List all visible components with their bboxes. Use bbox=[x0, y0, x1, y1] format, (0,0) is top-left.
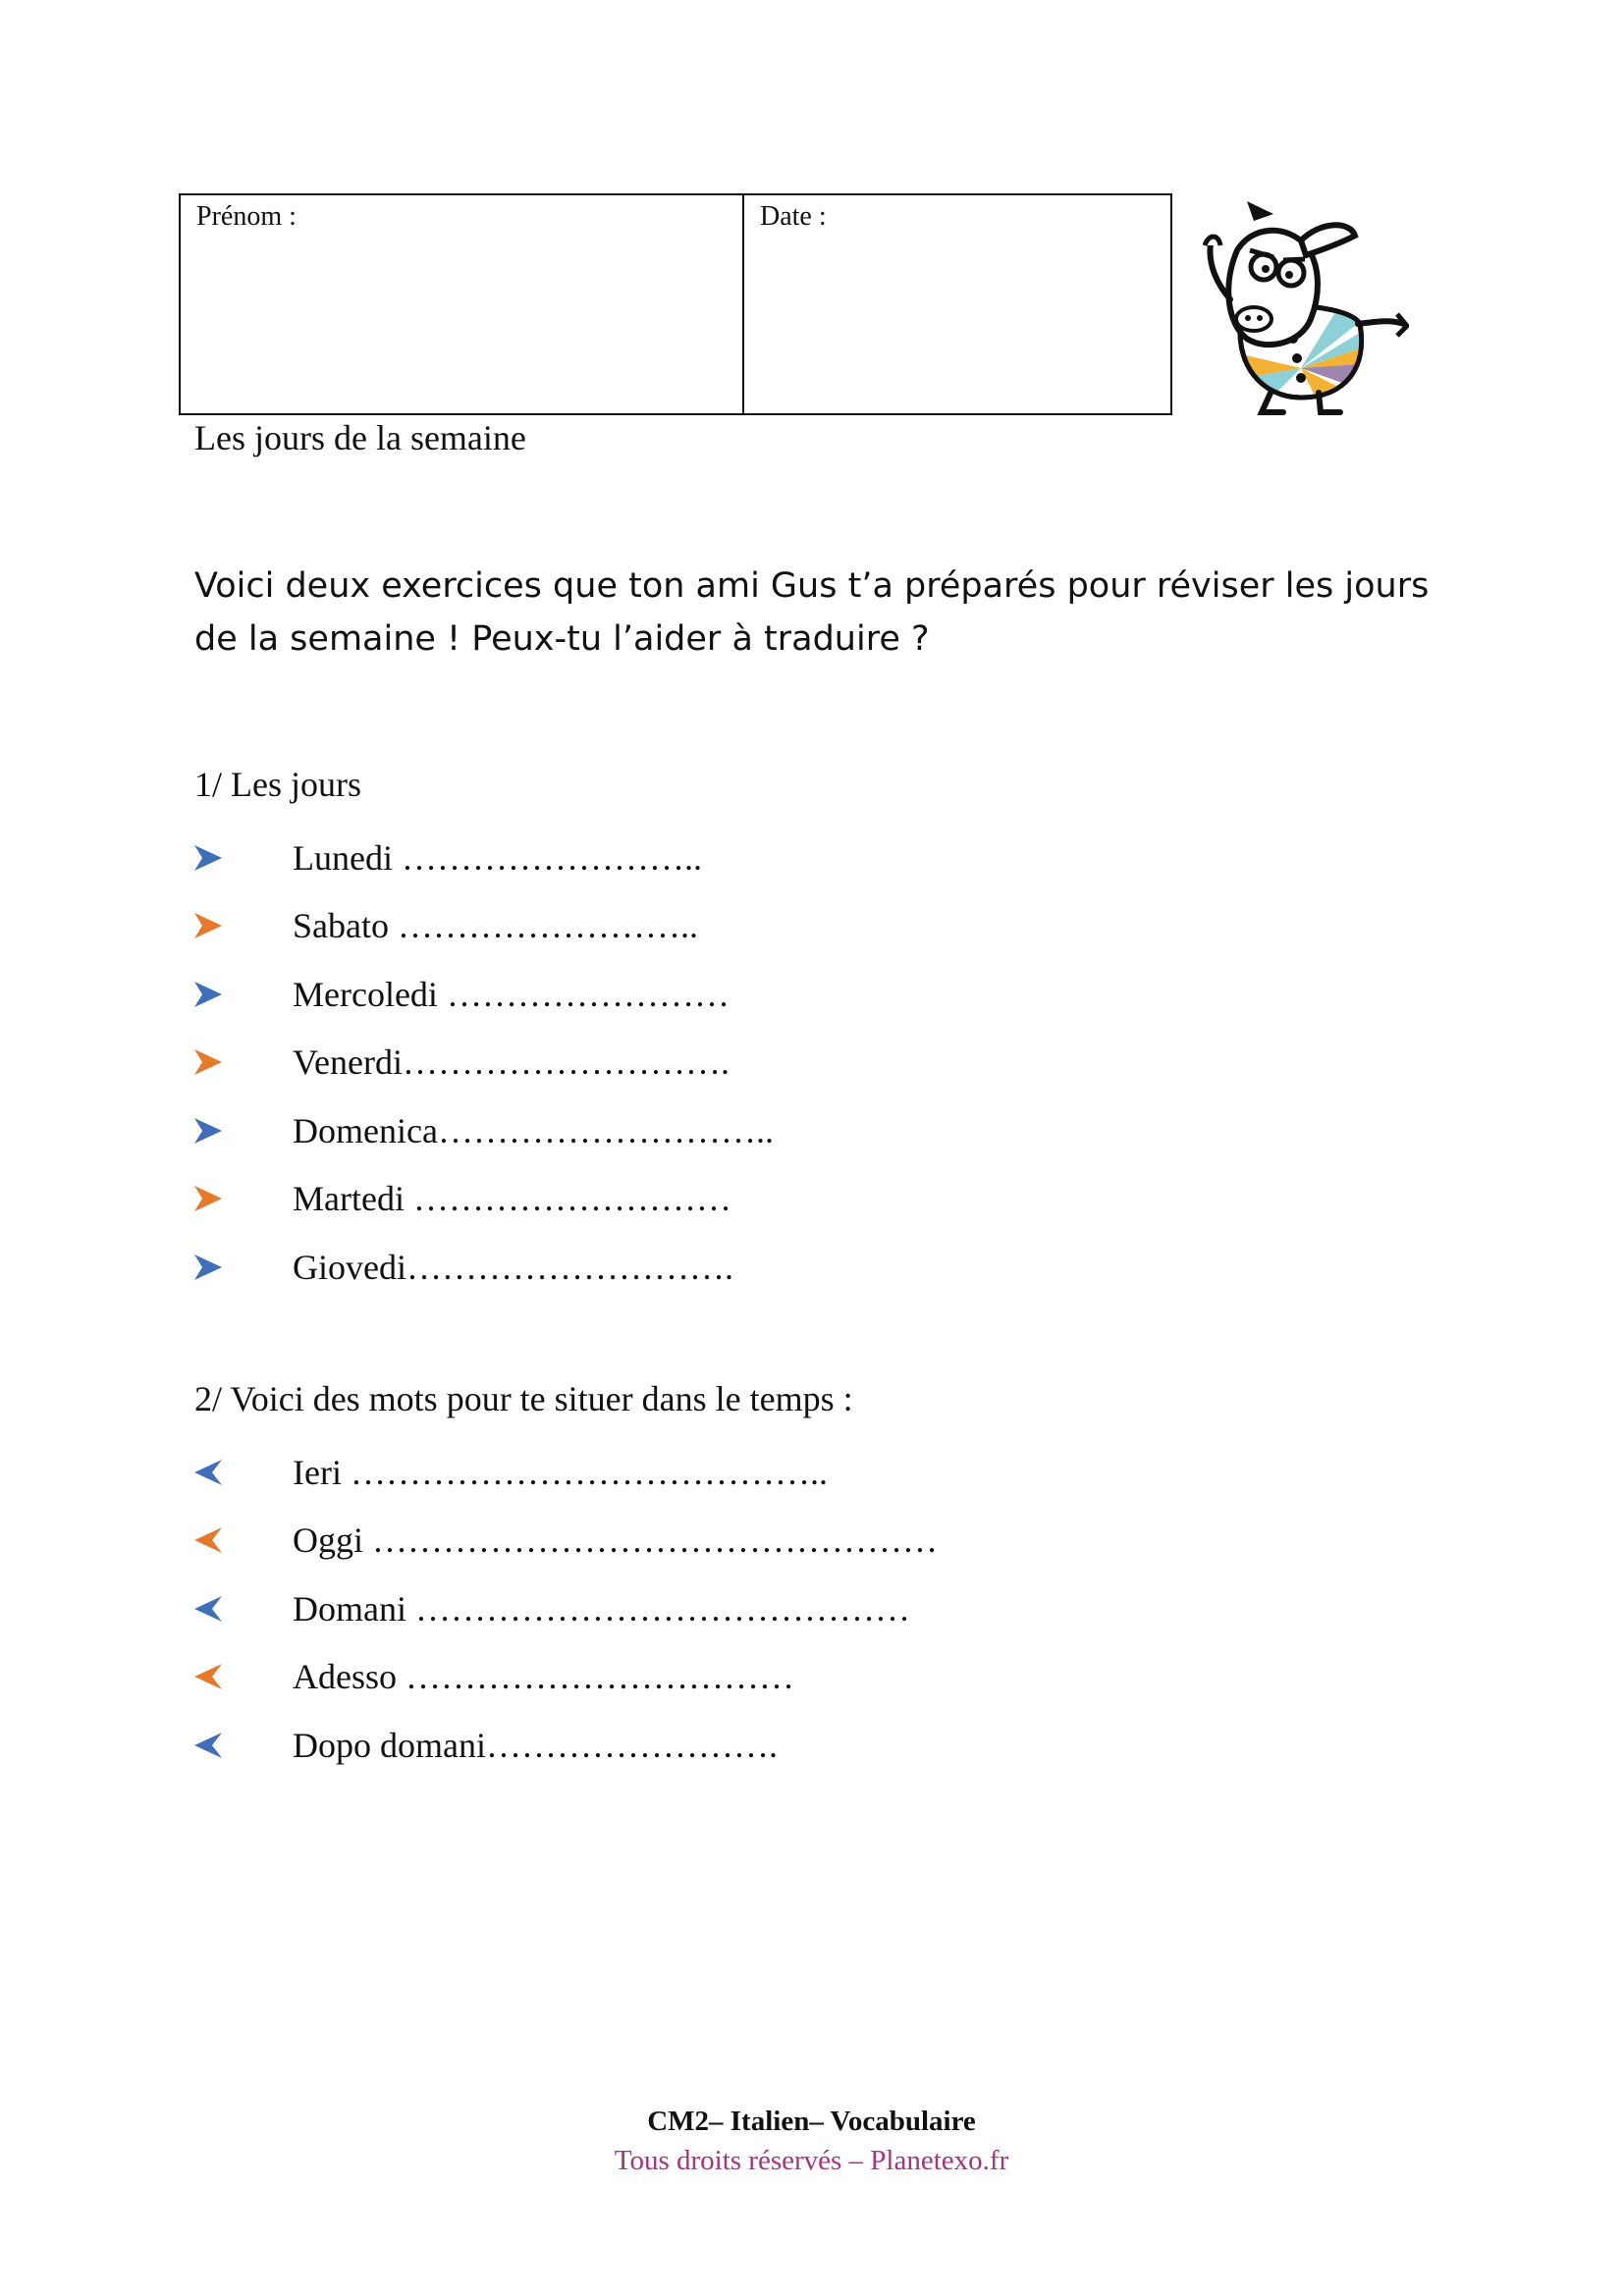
list-item bbox=[192, 1507, 938, 1575]
list-item-text: Oggi ………………………………………… bbox=[293, 1521, 938, 1561]
list-item-text: Mercoledi …………………… bbox=[293, 974, 730, 1014]
list-item bbox=[192, 892, 698, 961]
list-item-text: Dopo domani……………………. bbox=[293, 1725, 778, 1765]
footer-rights: Tous droits réservés – Planetexo.fr bbox=[614, 2145, 1009, 2176]
arrow-right-bullet-icon bbox=[192, 910, 224, 941]
arrow-left-bullet-icon bbox=[192, 1593, 224, 1625]
date-label: Date : bbox=[760, 201, 827, 232]
list-item-text: Lunedi …………………….. bbox=[293, 837, 702, 878]
list-item-text: Martedi ……………………… bbox=[293, 1179, 731, 1219]
list-item bbox=[192, 1575, 910, 1643]
list-item bbox=[192, 824, 702, 892]
list-item-text: Domani …………………………………… bbox=[293, 1588, 910, 1629]
list-item bbox=[192, 1165, 731, 1234]
section-2-title: 2/ Voici des mots pour te situer dans le temps : bbox=[194, 1379, 853, 1418]
prenom-cell[interactable] bbox=[181, 195, 744, 413]
list-item-text: Venerdi………………………. bbox=[293, 1042, 730, 1083]
arrow-left-bullet-icon bbox=[192, 1457, 224, 1488]
arrow-right-bullet-icon bbox=[192, 1252, 224, 1283]
list-item bbox=[192, 1643, 794, 1712]
list-item-text: Domenica……………………….. bbox=[293, 1110, 774, 1150]
list-item-text: Giovedi………………………. bbox=[293, 1247, 733, 1287]
arrow-right-bullet-icon bbox=[192, 1183, 224, 1214]
list-item bbox=[192, 1029, 730, 1097]
arrow-right-bullet-icon bbox=[192, 979, 224, 1010]
list-item-text: Adesso …………………………… bbox=[293, 1657, 794, 1697]
arrow-right-bullet-icon bbox=[192, 842, 224, 874]
section-1-title: 1/ Les jours bbox=[194, 765, 361, 804]
worksheet-subtitle: Les jours de la semaine bbox=[194, 418, 526, 457]
date-cell[interactable] bbox=[744, 195, 1170, 413]
footer-title: CM2– Italien– Vocabulaire bbox=[647, 2106, 976, 2137]
intro-instructions: Voici deux exercices que ton ami Gus t’a préparés pour réviser les jours de la semaine ! Peux-tu l’aider à traduire ? bbox=[194, 566, 1430, 659]
list-item bbox=[192, 1711, 778, 1780]
list-item-text: Sabato …………………….. bbox=[293, 906, 698, 946]
arrow-right-bullet-icon bbox=[192, 1115, 224, 1147]
arrow-right-bullet-icon bbox=[192, 1046, 224, 1078]
list-item bbox=[192, 1233, 733, 1302]
time-words-list bbox=[192, 1438, 938, 1780]
arrow-left-bullet-icon bbox=[192, 1661, 224, 1692]
list-item bbox=[192, 1096, 774, 1165]
list-item-text: Ieri ………………………………….. bbox=[293, 1452, 828, 1492]
arrow-left-bullet-icon bbox=[192, 1524, 224, 1556]
identity-table bbox=[179, 193, 1172, 415]
list-item bbox=[192, 960, 730, 1029]
days-list bbox=[192, 824, 774, 1302]
gus-mascot-illustration bbox=[1203, 196, 1409, 417]
prenom-label: Prénom : bbox=[196, 201, 297, 232]
list-item bbox=[192, 1438, 828, 1507]
arrow-left-bullet-icon bbox=[192, 1730, 224, 1761]
